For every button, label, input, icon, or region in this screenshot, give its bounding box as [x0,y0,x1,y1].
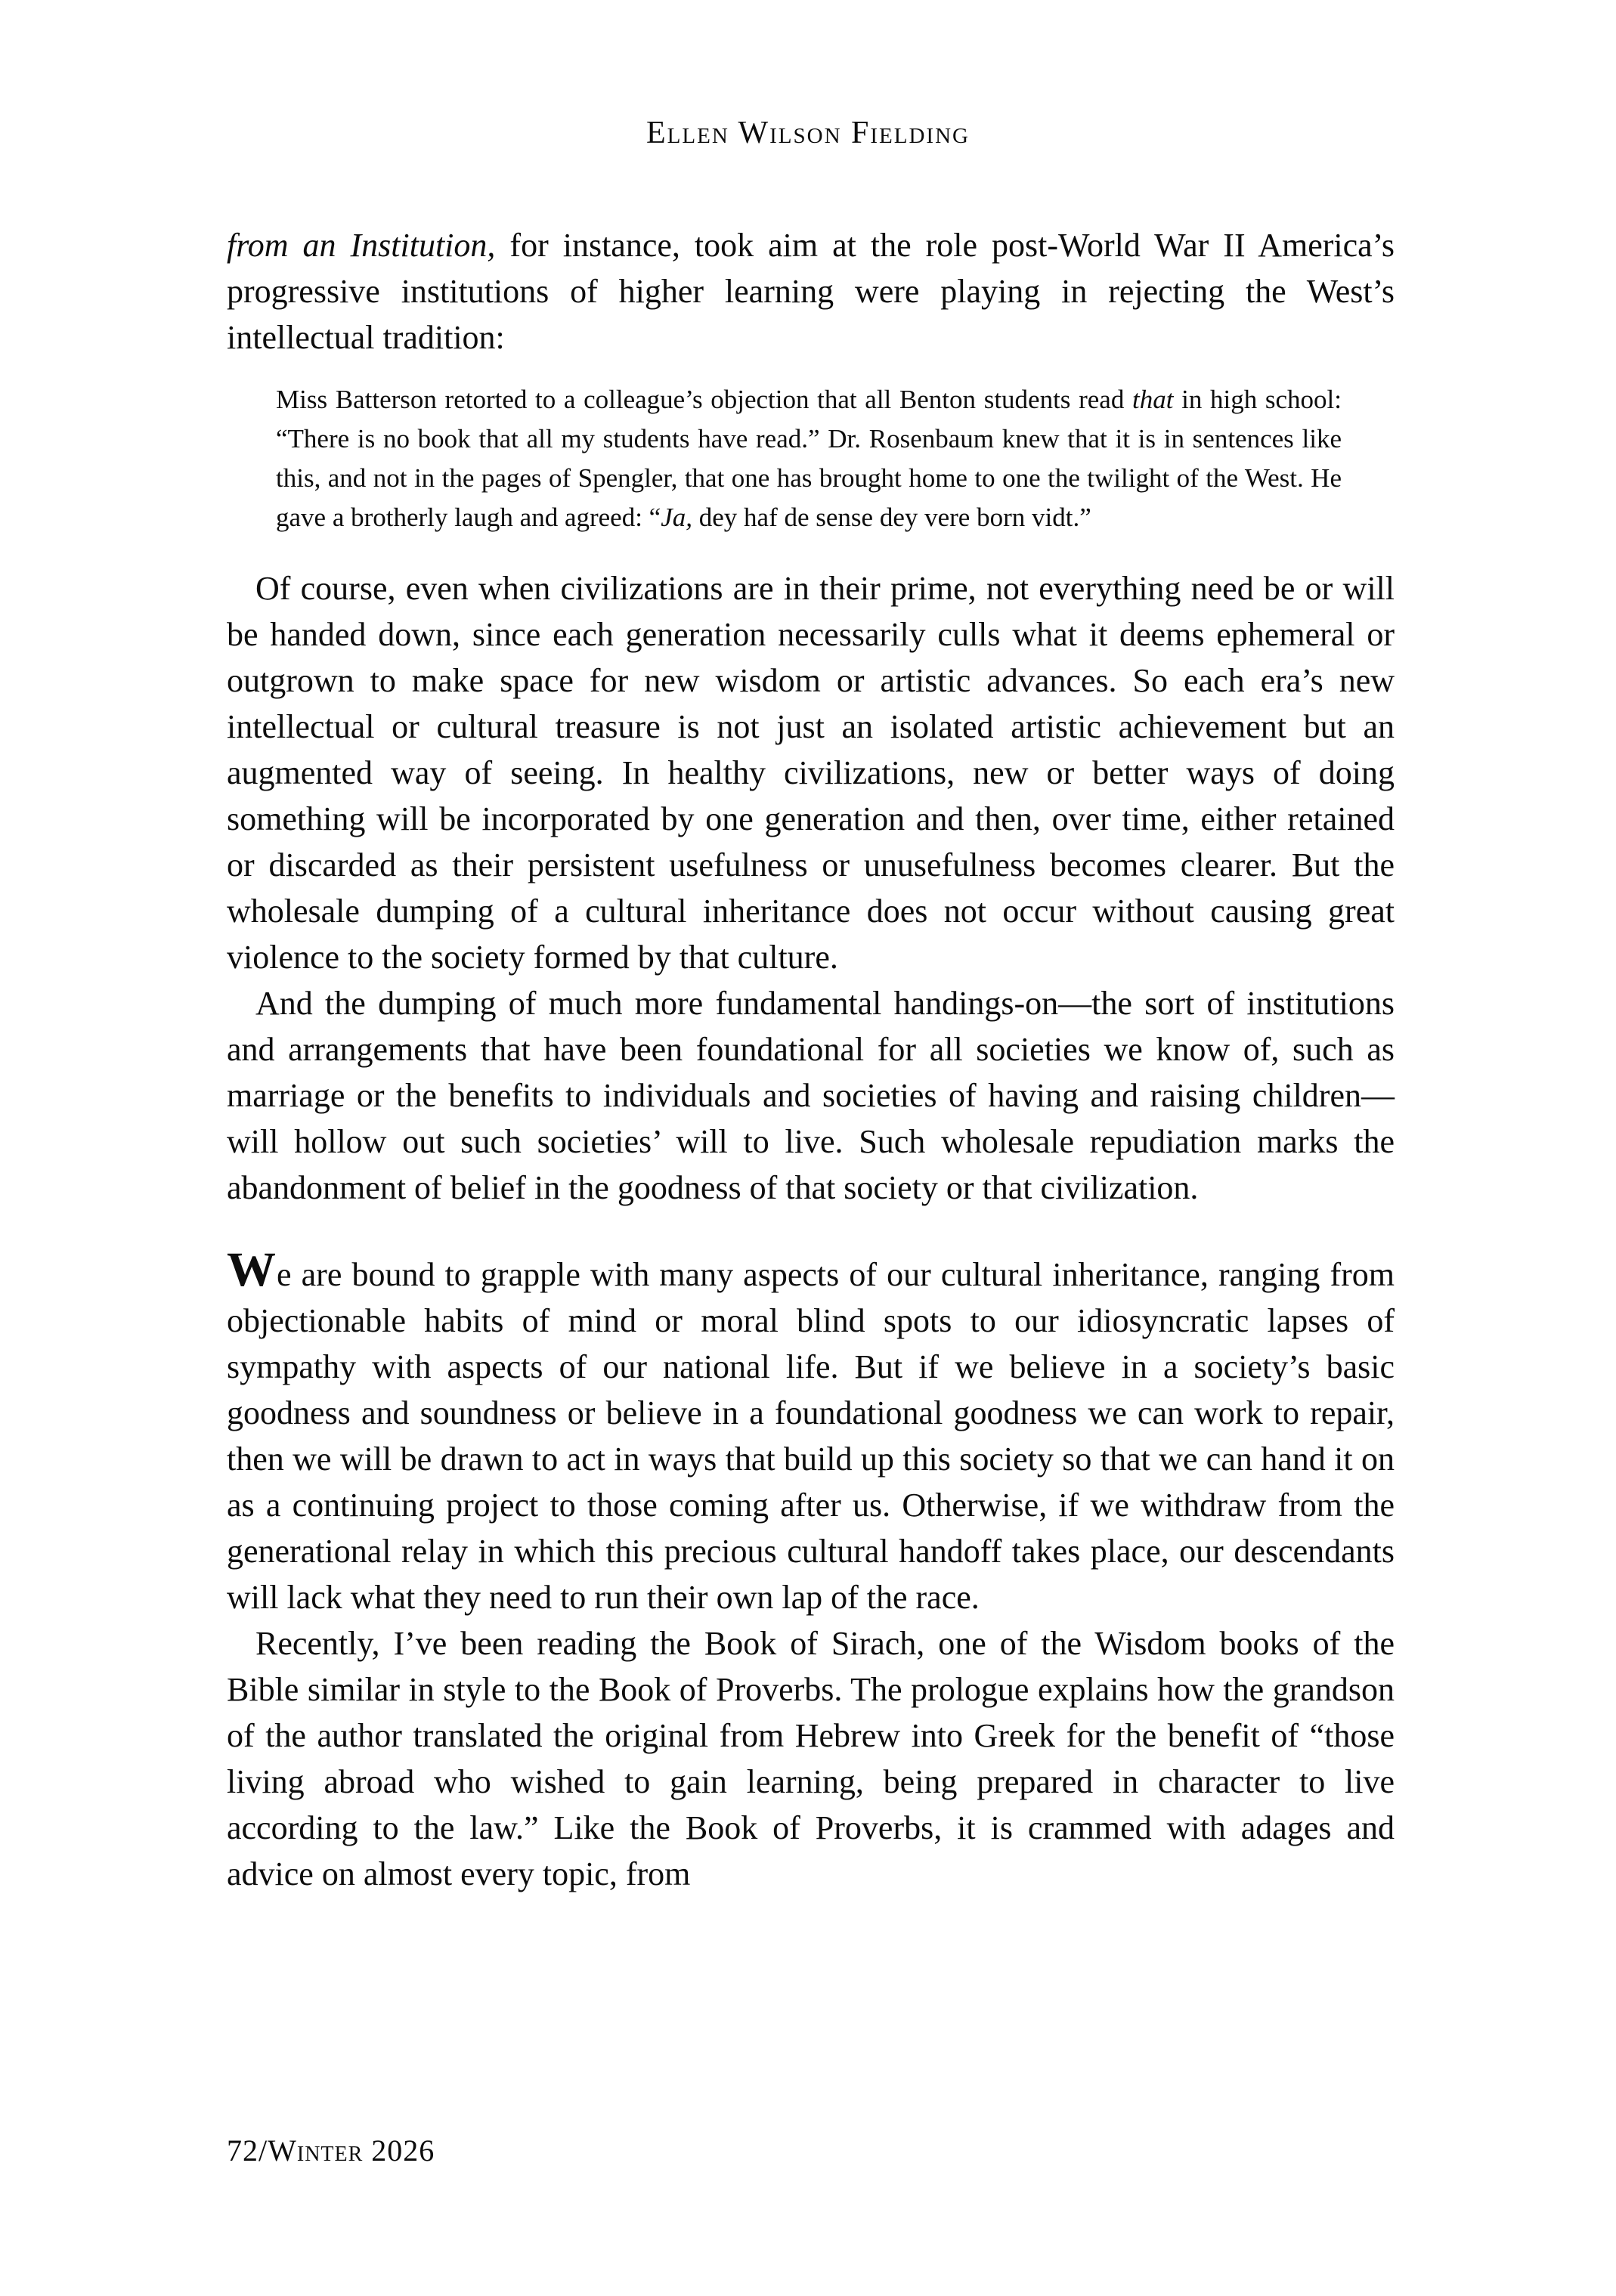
running-header [0,115,1616,151]
opening-paragraph-text: for instance, took aim at the role post-World War II America’s progressive institutions of higher learning were playing in rejecting the West’s intellectual tradition: [227,227,1395,356]
author-name: Ellen Wilson Fielding [646,116,970,150]
page-number-issue: 72/Winter 2026 [227,2134,435,2168]
opening-paragraph [227,222,1395,360]
block-quote [276,380,1342,537]
quote-part-1: Miss Batterson retorted to a colleague’s objection that all Benton students read [276,385,1132,414]
quote-italic-ja: Ja, [661,503,693,532]
quote-italic-that: that [1132,385,1174,414]
paragraph-dumping: And the dumping of much more fundamental handings-on—the sort of institutions and arrangements that have been foundational for all societies we know of, such as marriage or the benefits to individuals and societies of having and raising children—will hollow out such societies’ will to live. Such wholesale repudiation marks the abandonment of belief in the goodness of that society or that civilization. [227,985,1395,1206]
paragraph-culling: Of course, even when civilizations are in their prime, not everything need be or will be handed down, since each generation necessarily culls what it deems ephemeral or outgrown to make space for new wisdom or artistic advances. So each era’s new intellectual or cultural treasure is not just an isolated artistic achievement but an augmented way of seeing. In healthy civilizations, new or better ways of doing something will be incorporated by one generation and then, over time, either retained or discarded as their persistent usefulness or unusefulness becomes clearer. But the wholesale dumping of a cultural inheritance does not occur without causing great violence to the society formed by that culture. [227,570,1395,976]
page-footer [227,2133,435,2168]
quote-part-2: in high school: “There is no book that all my students have read.” Dr. Rosenbaum knew that it is in sentences like this, and not in the pages of Spengler, that one has brought home to one the twilight of the West. He gave a brotherly laugh and agreed: “ [276,385,1342,532]
section-opening-paragraph [227,1242,1395,1620]
book-title-italic: from an Institution, [227,227,496,264]
section-opening-text: e are bound to grapple with many aspects of our cultural inheritance, ranging from objectionable habits of mind or moral blind spots to our idiosyncratic lapses of sympathy with aspects of our national life. But if we believe in a society’s basic goodness and soundness or believe in a foundational goodness we can work to repair, then we will be drawn to act in ways that build up this society so that we can hand it on as a continuing project to those coming after us. Otherwise, if we withdraw from the generational relay in which this precious cultural handoff takes place, our descendants will lack what they need to run their own lap of the race. [227,1256,1395,1616]
initial-capital-w: W [227,1242,277,1297]
quote-part-3: dey haf de sense dey vere born vidt.” [692,503,1091,532]
article-body [227,222,1395,1897]
paragraph-sirach: Recently, I’ve been reading the Book of Sirach, one of the Wisdom books of the Bible similar in style to the Book of Proverbs. The prologue explains how the grandson of the author translated the original from Hebrew into Greek for the benefit of “those living abroad who wished to gain learning, being prepared in character to live according to the law.” Like the Book of Proverbs, it is crammed with adages and advice on almost every topic, from [227,1625,1395,1892]
